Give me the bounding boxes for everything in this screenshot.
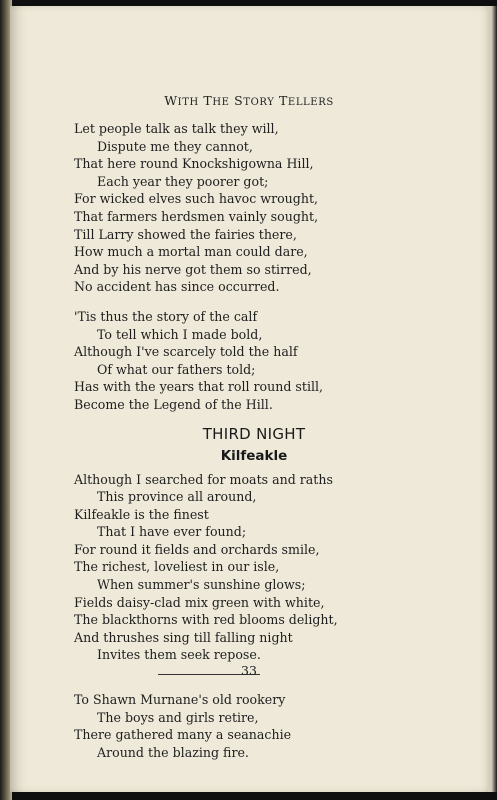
running-head-cap: W (164, 93, 178, 108)
poem-line: The blackthorns with red blooms delight, (74, 612, 338, 628)
running-head-smallcaps: HE (212, 97, 230, 108)
poem-line: This province all around, (97, 489, 257, 505)
poem-line: 'Tis thus the story of the calf (74, 308, 258, 324)
poem-line: That farmers herdsmen vainly sought, (74, 208, 319, 224)
poem-line: For round it fields and orchards smile, (74, 541, 320, 557)
running-head-smallcaps: ELLERS (287, 97, 334, 108)
book-page (10, 6, 488, 792)
poem-line: Each year they poorer got; (97, 173, 269, 189)
poem-line: When summer's sunshine glows; (97, 577, 306, 593)
running-head-smallcaps: TORY (243, 97, 275, 108)
poem-line: To tell which I made bold, (97, 326, 263, 342)
place-name-heading: Kilfeakle (220, 447, 288, 464)
poem-line: Fields daisy-clad mix green with white, (74, 594, 325, 610)
poem-line: Become the Legend of the Hill. (74, 396, 273, 412)
page-number: 33 (241, 663, 257, 678)
running-head-smallcaps: ITH (177, 97, 199, 108)
poem-line: And by his nerve got them so stirred, (74, 261, 312, 277)
running-head-cap: T (203, 93, 213, 108)
poem-line: Has with the years that roll round still, (74, 379, 324, 395)
poem-line: That here round Knockshigowna Hill, (74, 156, 314, 172)
poem-line: There gathered many a seanachie (74, 727, 292, 743)
poem-stanzas-before (74, 120, 434, 414)
poem-line: The richest, loveliest in our isle, (74, 559, 280, 575)
stanza (74, 120, 434, 296)
page-edge (488, 6, 497, 792)
poem-line: Till Larry showed the fairies there, (74, 226, 297, 242)
poem-line: Invites them seek repose. (97, 647, 261, 663)
poem-line: To Shawn Murnane's old rookery (74, 692, 286, 708)
poem-line: Of what our fathers told; (97, 361, 256, 377)
poem-line: Let people talk as talk they will, (74, 121, 279, 136)
poem-line: How much a mortal man could dare, (74, 244, 308, 260)
poem-line: The boys and girls retire, (97, 709, 259, 725)
running-head-cap: S (234, 93, 244, 108)
stanza (74, 308, 434, 414)
poem-line: For wicked elves such havoc wrought, (74, 191, 319, 207)
poem-line: Although I searched for moats and raths (74, 471, 333, 487)
poem-line: That I have ever found; (97, 524, 247, 540)
section-heading: THIRD NIGHT (202, 424, 306, 443)
running-head-cap: T (278, 93, 288, 108)
poem-stanzas-after (74, 471, 434, 762)
stanza (74, 691, 434, 761)
poem-line: No accident has since occurred. (74, 279, 280, 295)
poem-line: Around the blazing fire. (97, 744, 249, 760)
poem-line: Although I've scarcely told the half (74, 344, 298, 360)
stanza-gap (74, 296, 434, 308)
poem-line: Dispute me they cannot, (97, 138, 253, 154)
stanza (74, 471, 434, 665)
poem-line: Kilfeakle is the finest (74, 506, 209, 522)
running-head (10, 93, 488, 108)
poem-line: And thrushes sing till falling night (74, 629, 293, 645)
